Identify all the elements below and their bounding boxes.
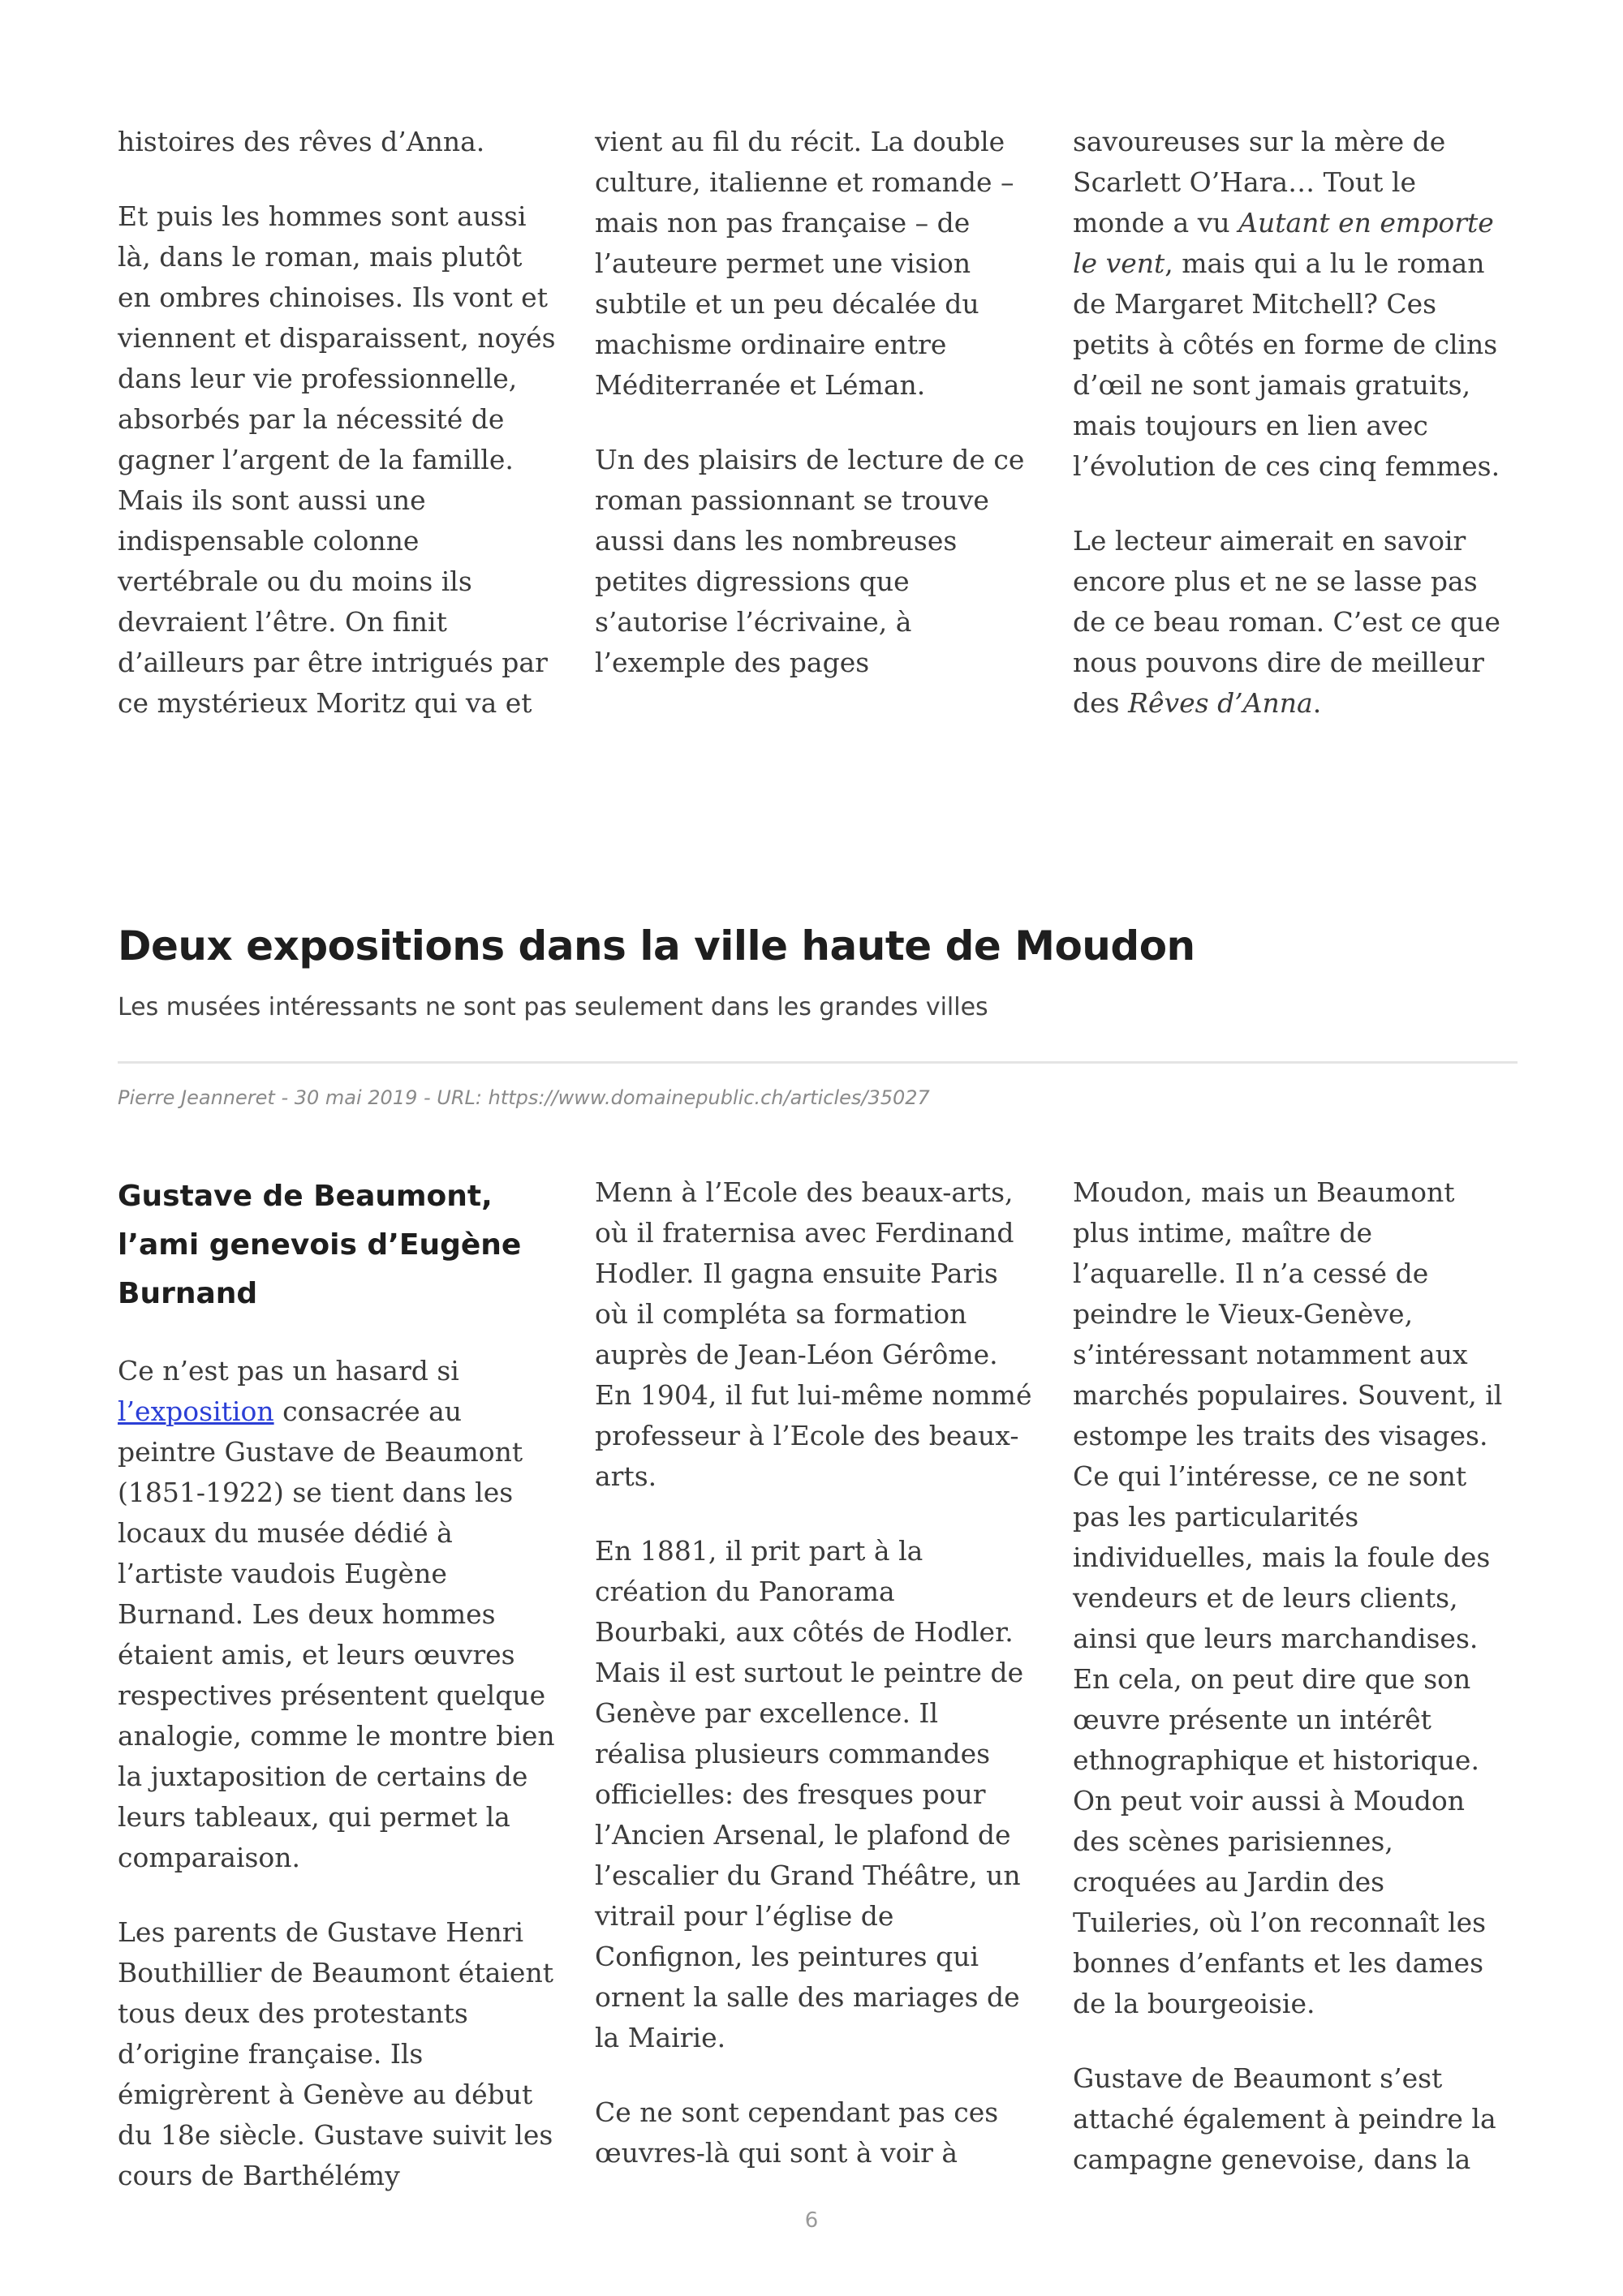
page-number: 6 — [804, 2208, 819, 2233]
paragraph: Gustave de Beaumont s’est attaché également à peindre la campagne genevoise, dans la — [1073, 2062, 1496, 2175]
book-title-italic: Autant en emporte le vent — [1073, 207, 1494, 279]
article-column-3 — [1073, 1172, 1511, 2180]
text-run: , mais qui a lu le roman de Margaret Mitchell? Ces petits à côtés en forme de clins d’œil ne sont jamais gratuits, mais toujours en lien avec l’évolution de ces cinq femmes. — [1073, 247, 1500, 482]
paragraph: Moudon, mais un Beaumont plus intime, maître de l’aquarelle. Il n’a cessé de peindre le Vieux-Genève, s’intéressant notamment aux marchés populaires. Souvent, il estompe les traits des visages. Ce qui l’intéresse, ce ne sont pas les particularités individuelles, mais la foule des vendeurs et de leurs clients, ainsi que leurs marchandises. En cela, on peut dire que son œuvre présente un intérêt ethnographique et historique. On peut voir aussi à Moudon des scènes parisiennes, croquées au Jardin des Tuileries, où l’on reconnaît les bonnes d’enfants et les dames de la bourgeoisie. — [1073, 1176, 1503, 2019]
text-run: . — [1312, 687, 1322, 719]
previous-article-column-2 — [595, 122, 1033, 683]
paragraph: En 1881, il prit part à la création du Panorama Bourbaki, aux côtés de Hodler. Mais il est surtout le peintre de Genève par excellence. Il réalisa plusieurs commandes officielles: des fresques pour l’Ancien Arsenal, le plafond de l’escalier du Grand Théâtre, un vitrail pour l’église de Confignon, les peintures qui ornent la salle des mariages de la Mairie. — [595, 1535, 1024, 2053]
previous-article-column-3 — [1073, 122, 1511, 724]
previous-article-column-1 — [118, 122, 556, 724]
paragraph: vient au fil du récit. La double culture, italienne et romande – mais non pas française – de l’auteure permet une vision subtile et un peu décalée du machisme ordinaire entre Méditerranée et Léman. — [595, 126, 1014, 401]
article-column-2 — [595, 1172, 1033, 2173]
article-column-1 — [118, 1172, 556, 2196]
section-heading: Gustave de Beaumont, l’ami genevois d’Eugène Burnand — [118, 1180, 522, 1310]
exposition-link[interactable]: l’exposition — [118, 1395, 274, 1427]
article-meta: Pierre Jeanneret - 30 mai 2019 - URL: https://www.domainepublic.ch/articles/35027 — [118, 1086, 930, 1109]
article-subtitle: Les musées intéressants ne sont pas seulement dans les grandes villes — [118, 993, 988, 1021]
text-run: Le lecteur aimerait en savoir encore plus et ne se lasse pas de ce beau roman. C’est ce que nous pouvons dire de meilleur des — [1073, 525, 1500, 719]
paragraph: histoires des rêves d’Anna. — [118, 126, 485, 157]
paragraph — [1073, 122, 1511, 487]
text-run: savoureuses sur la mère de Scarlett O’Hara… Tout le monde a vu — [1073, 126, 1446, 239]
article-title: Deux expositions dans la ville haute de Moudon — [118, 922, 1195, 970]
text-run: Ce n’est pas un hasard si — [118, 1355, 459, 1387]
paragraph: Menn à l’Ecole des beaux-arts, où il fraternisa avec Ferdinand Hodler. Il gagna ensuite Paris où il compléta sa formation auprès de Jean-Léon Gérôme. En 1904, il fut lui-même nommé professeur à l’Ecole des beaux-arts. — [595, 1176, 1032, 1492]
header-divider — [118, 1061, 1518, 1064]
book-title-italic: Rêves d’Anna — [1128, 687, 1313, 719]
paragraph: Et puis les hommes sont aussi là, dans le roman, mais plutôt en ombres chinoises. Ils vont et viennent et disparaissent, noyés dans leur vie professionnelle, absorbés par la nécessité de gagner l’argent de la famille. Mais ils sont aussi une indispensable colonne vertébrale ou du moins ils devraient l’être. On finit d’ailleurs par être intrigués par ce mystérieux Moritz qui va et — [118, 200, 556, 719]
text-run: consacrée au peintre Gustave de Beaumont (1851-1922) se tient dans les locaux du musée dédié à l’artiste vaudois Eugène Burnand. Les deux hommes étaient amis, et leurs œuvres respectives présentent quelque analogie, comme le montre bien la juxtaposition de certains de leurs tableaux, qui permet la comparaison. — [118, 1395, 555, 1873]
paragraph — [1073, 521, 1511, 724]
paragraph: Ce ne sont cependant pas ces œuvres-là qui sont à voir à — [595, 2096, 999, 2169]
paragraph: Les parents de Gustave Henri Bouthillier de Beaumont étaient tous deux des protestants d’origine française. Ils émigrèrent à Genève au début du 18e siècle. Gustave suivit les cours de Barthélémy — [118, 1916, 553, 2191]
paragraph — [118, 1351, 556, 1878]
paragraph: Un des plaisirs de lecture de ce roman passionnant se trouve aussi dans les nombreuses petites digressions que s’autorise l’écrivaine, à l’exemple des pages — [595, 444, 1025, 678]
